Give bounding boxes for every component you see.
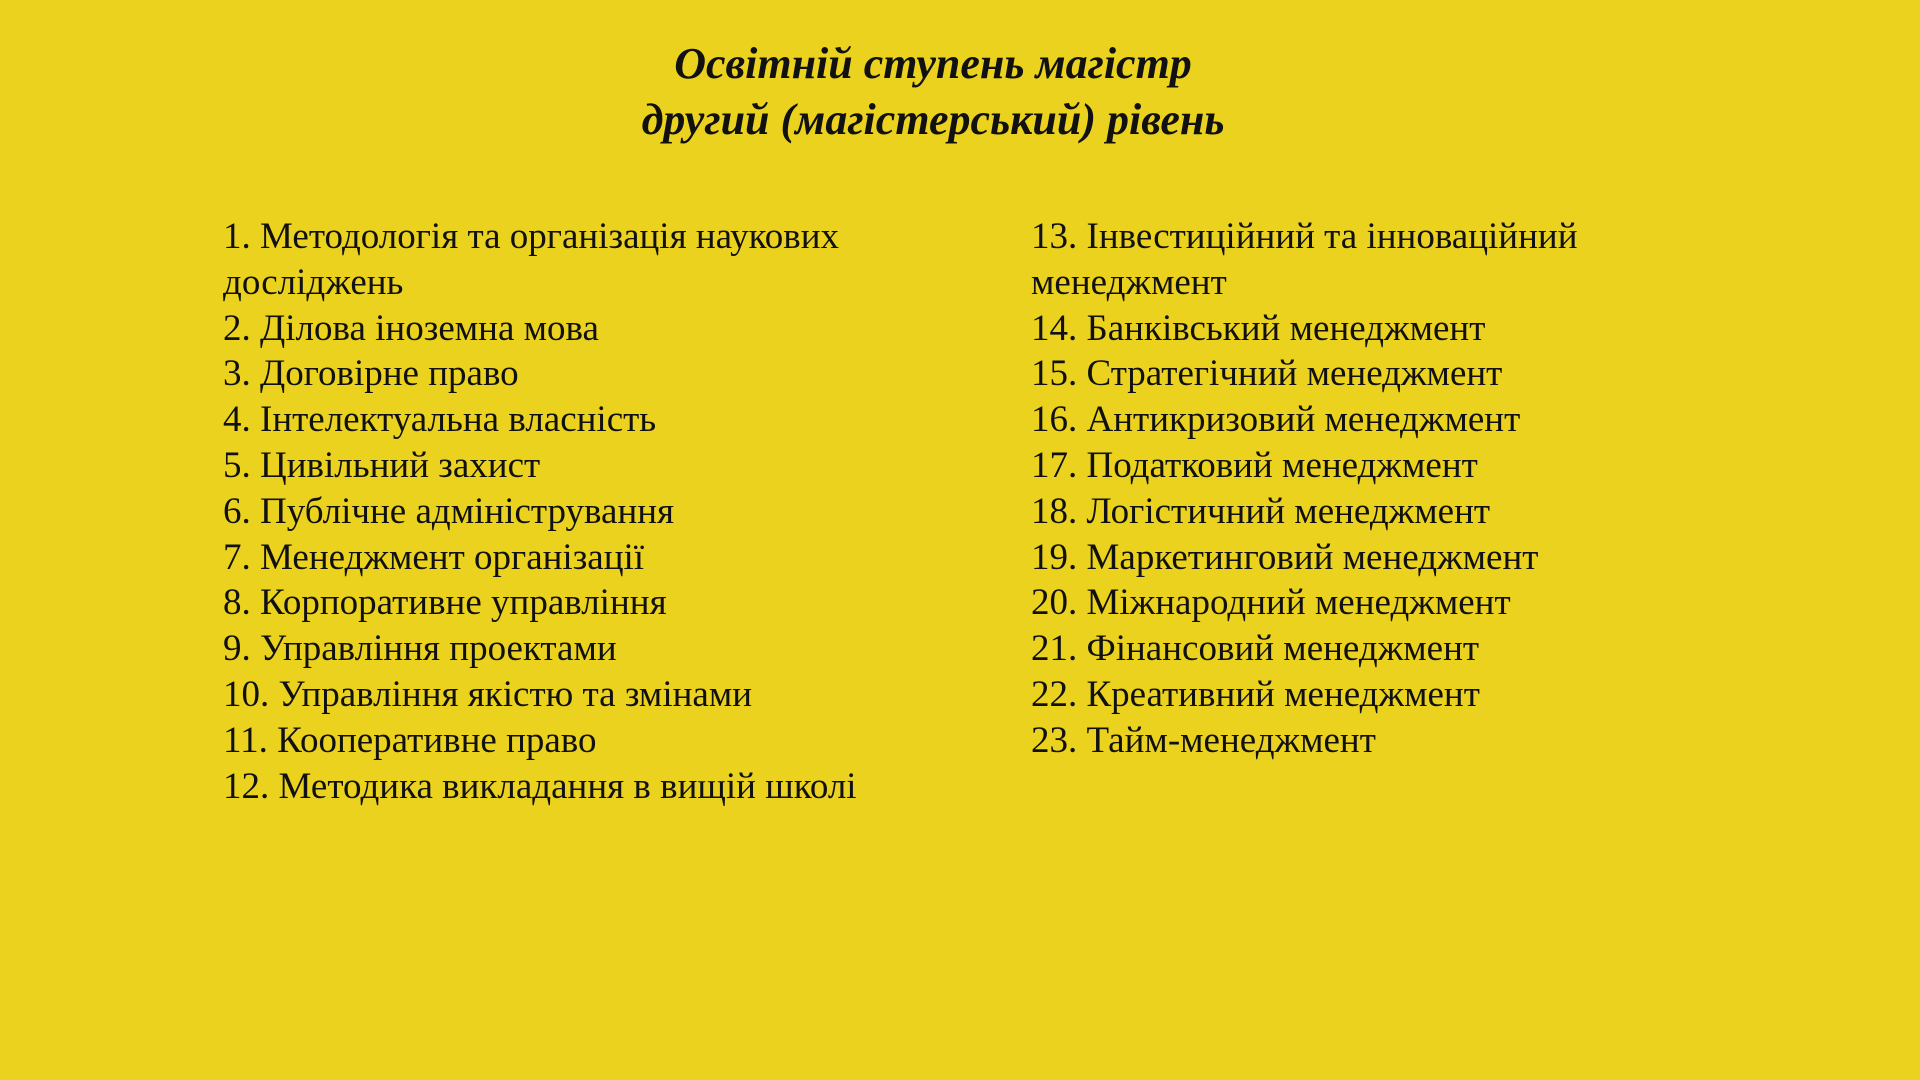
- list-item: 2. Ділова іноземна мова: [223, 307, 599, 349]
- list-item: 1. Методологія та організація наукових досліджень: [223, 216, 840, 303]
- list-item: 6. Публічне адміністрування: [223, 490, 675, 532]
- list-item: 9. Управління проектами: [223, 628, 617, 670]
- right-course-list: [1031, 214, 1691, 764]
- list-item: 14. Банківський менеджмент: [1031, 307, 1486, 349]
- list-item: 12. Методика викладання в вищій школі: [223, 765, 857, 807]
- list-item: 16. Антикризовий менеджмент: [1031, 399, 1521, 441]
- list-item: 20. Міжнародний менеджмент: [1031, 582, 1511, 624]
- list-item: 21. Фінансовий менеджмент: [1031, 628, 1480, 670]
- left-course-list: [223, 214, 923, 809]
- list-item: 10. Управління якістю та змінами: [223, 673, 753, 715]
- list-item: 4. Інтелектуальна власність: [223, 399, 657, 441]
- list-item: 13. Інвестиційний та інноваційний менеджмент: [1031, 216, 1578, 303]
- list-item: 8. Корпоративне управління: [223, 582, 667, 624]
- title-line-2: другий (магістерський) рівень: [641, 95, 1225, 144]
- list-item: 7. Менеджмент організації: [223, 536, 645, 578]
- list-item: 23. Тайм-менеджмент: [1031, 719, 1376, 761]
- title-line-1: Освітній ступень магістр: [674, 39, 1192, 88]
- list-item: 17. Податковий менеджмент: [1031, 444, 1478, 486]
- list-item: 22. Креативний менеджмент: [1031, 673, 1480, 715]
- title-block: [0, 36, 1866, 148]
- list-item: 19. Маркетинговий менеджмент: [1031, 536, 1539, 578]
- list-item: 15. Стратегічний менеджмент: [1031, 353, 1503, 395]
- list-item: 18. Логістичний менеджмент: [1031, 490, 1491, 532]
- list-item: 3. Договірне право: [223, 353, 519, 395]
- list-item: 5. Цивільний захист: [223, 444, 541, 486]
- list-item: 11. Кооперативне право: [223, 719, 597, 761]
